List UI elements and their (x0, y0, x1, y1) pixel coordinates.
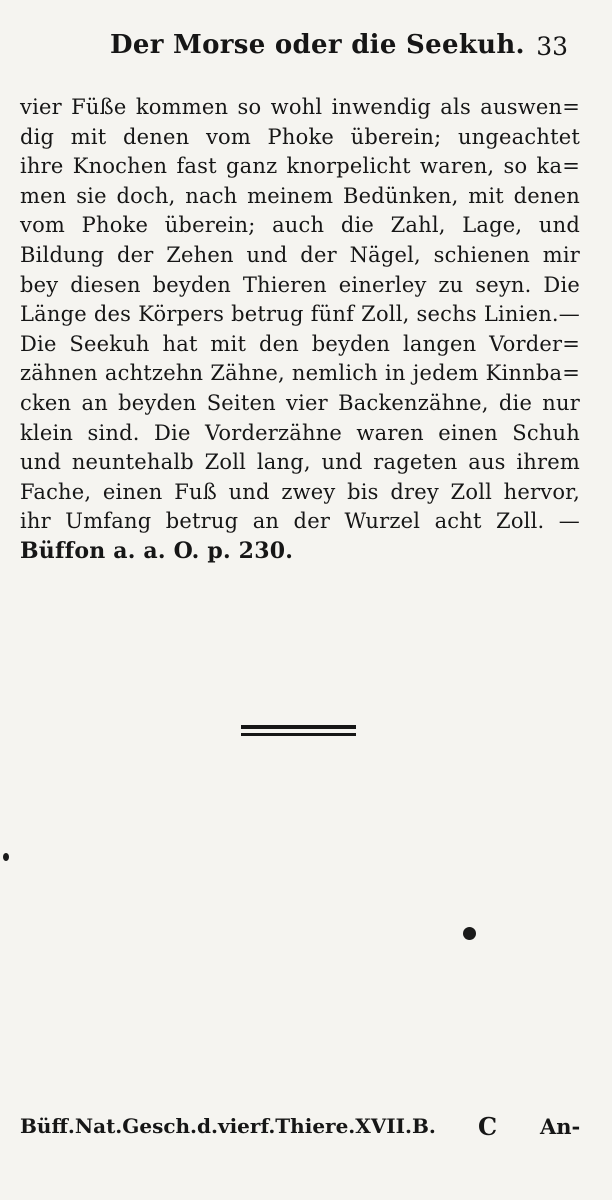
text-line: Länge des Körpers betrug fünf Zoll, sechs Linien.— (20, 302, 580, 327)
page-footer (0, 1112, 612, 1146)
section-divider-thin (241, 733, 356, 736)
text-line: dig mit denen vom Phoke überein; ungeachtet (20, 124, 580, 149)
text-line: klein sind. Die Vorderzähne waren einen Schuh (20, 420, 580, 445)
signature-mark: C (478, 1112, 498, 1141)
running-head (0, 26, 612, 66)
text-line: vier Füße kommen so wohl inwendig als auswen= (20, 95, 580, 119)
text-line: ihre Knochen fast ganz knorpelicht waren, so ka= (20, 154, 580, 179)
signature-note: Büff.Nat.Gesch.d.vierf.Thiere.XVII.B. (20, 1114, 436, 1138)
section-divider-thick (241, 725, 356, 729)
source-reference: Büffon a. a. O. p. 230. (20, 537, 294, 564)
text-line: ihr Umfang betrug an der Wurzel acht Zoll. — (20, 509, 580, 534)
running-title: Der Morse oder die Seekuh. (110, 30, 525, 60)
catchword: An- (540, 1114, 581, 1139)
body-text (20, 93, 580, 567)
text-line: men sie doch, nach meinem Bedünken, mit denen (20, 183, 580, 208)
text-line: Die Seekuh hat mit den beyden langen Vorder= (20, 331, 580, 356)
text-line: vom Phoke überein; auch die Zahl, Lage, und (20, 213, 580, 238)
text-line: Bildung der Zehen und der Nägel, schienen mir (20, 242, 580, 267)
text-line: bey diesen beyden Thieren einerley zu seyn. Die (20, 272, 580, 297)
page-number: 33 (536, 32, 568, 61)
text-line: cken an beyden Seiten vier Backenzähne, die nur (20, 390, 580, 415)
text-line: zähnen achtzehn Zähne, nemlich in jedem Kinnba= (20, 361, 580, 386)
ink-speck (3, 853, 9, 861)
text-line: und neuntehalb Zoll lang, und rageten aus ihrem (20, 450, 580, 475)
ink-speck (463, 927, 476, 940)
text-line: Fache, einen Fuß und zwey bis drey Zoll hervor, (20, 479, 580, 504)
